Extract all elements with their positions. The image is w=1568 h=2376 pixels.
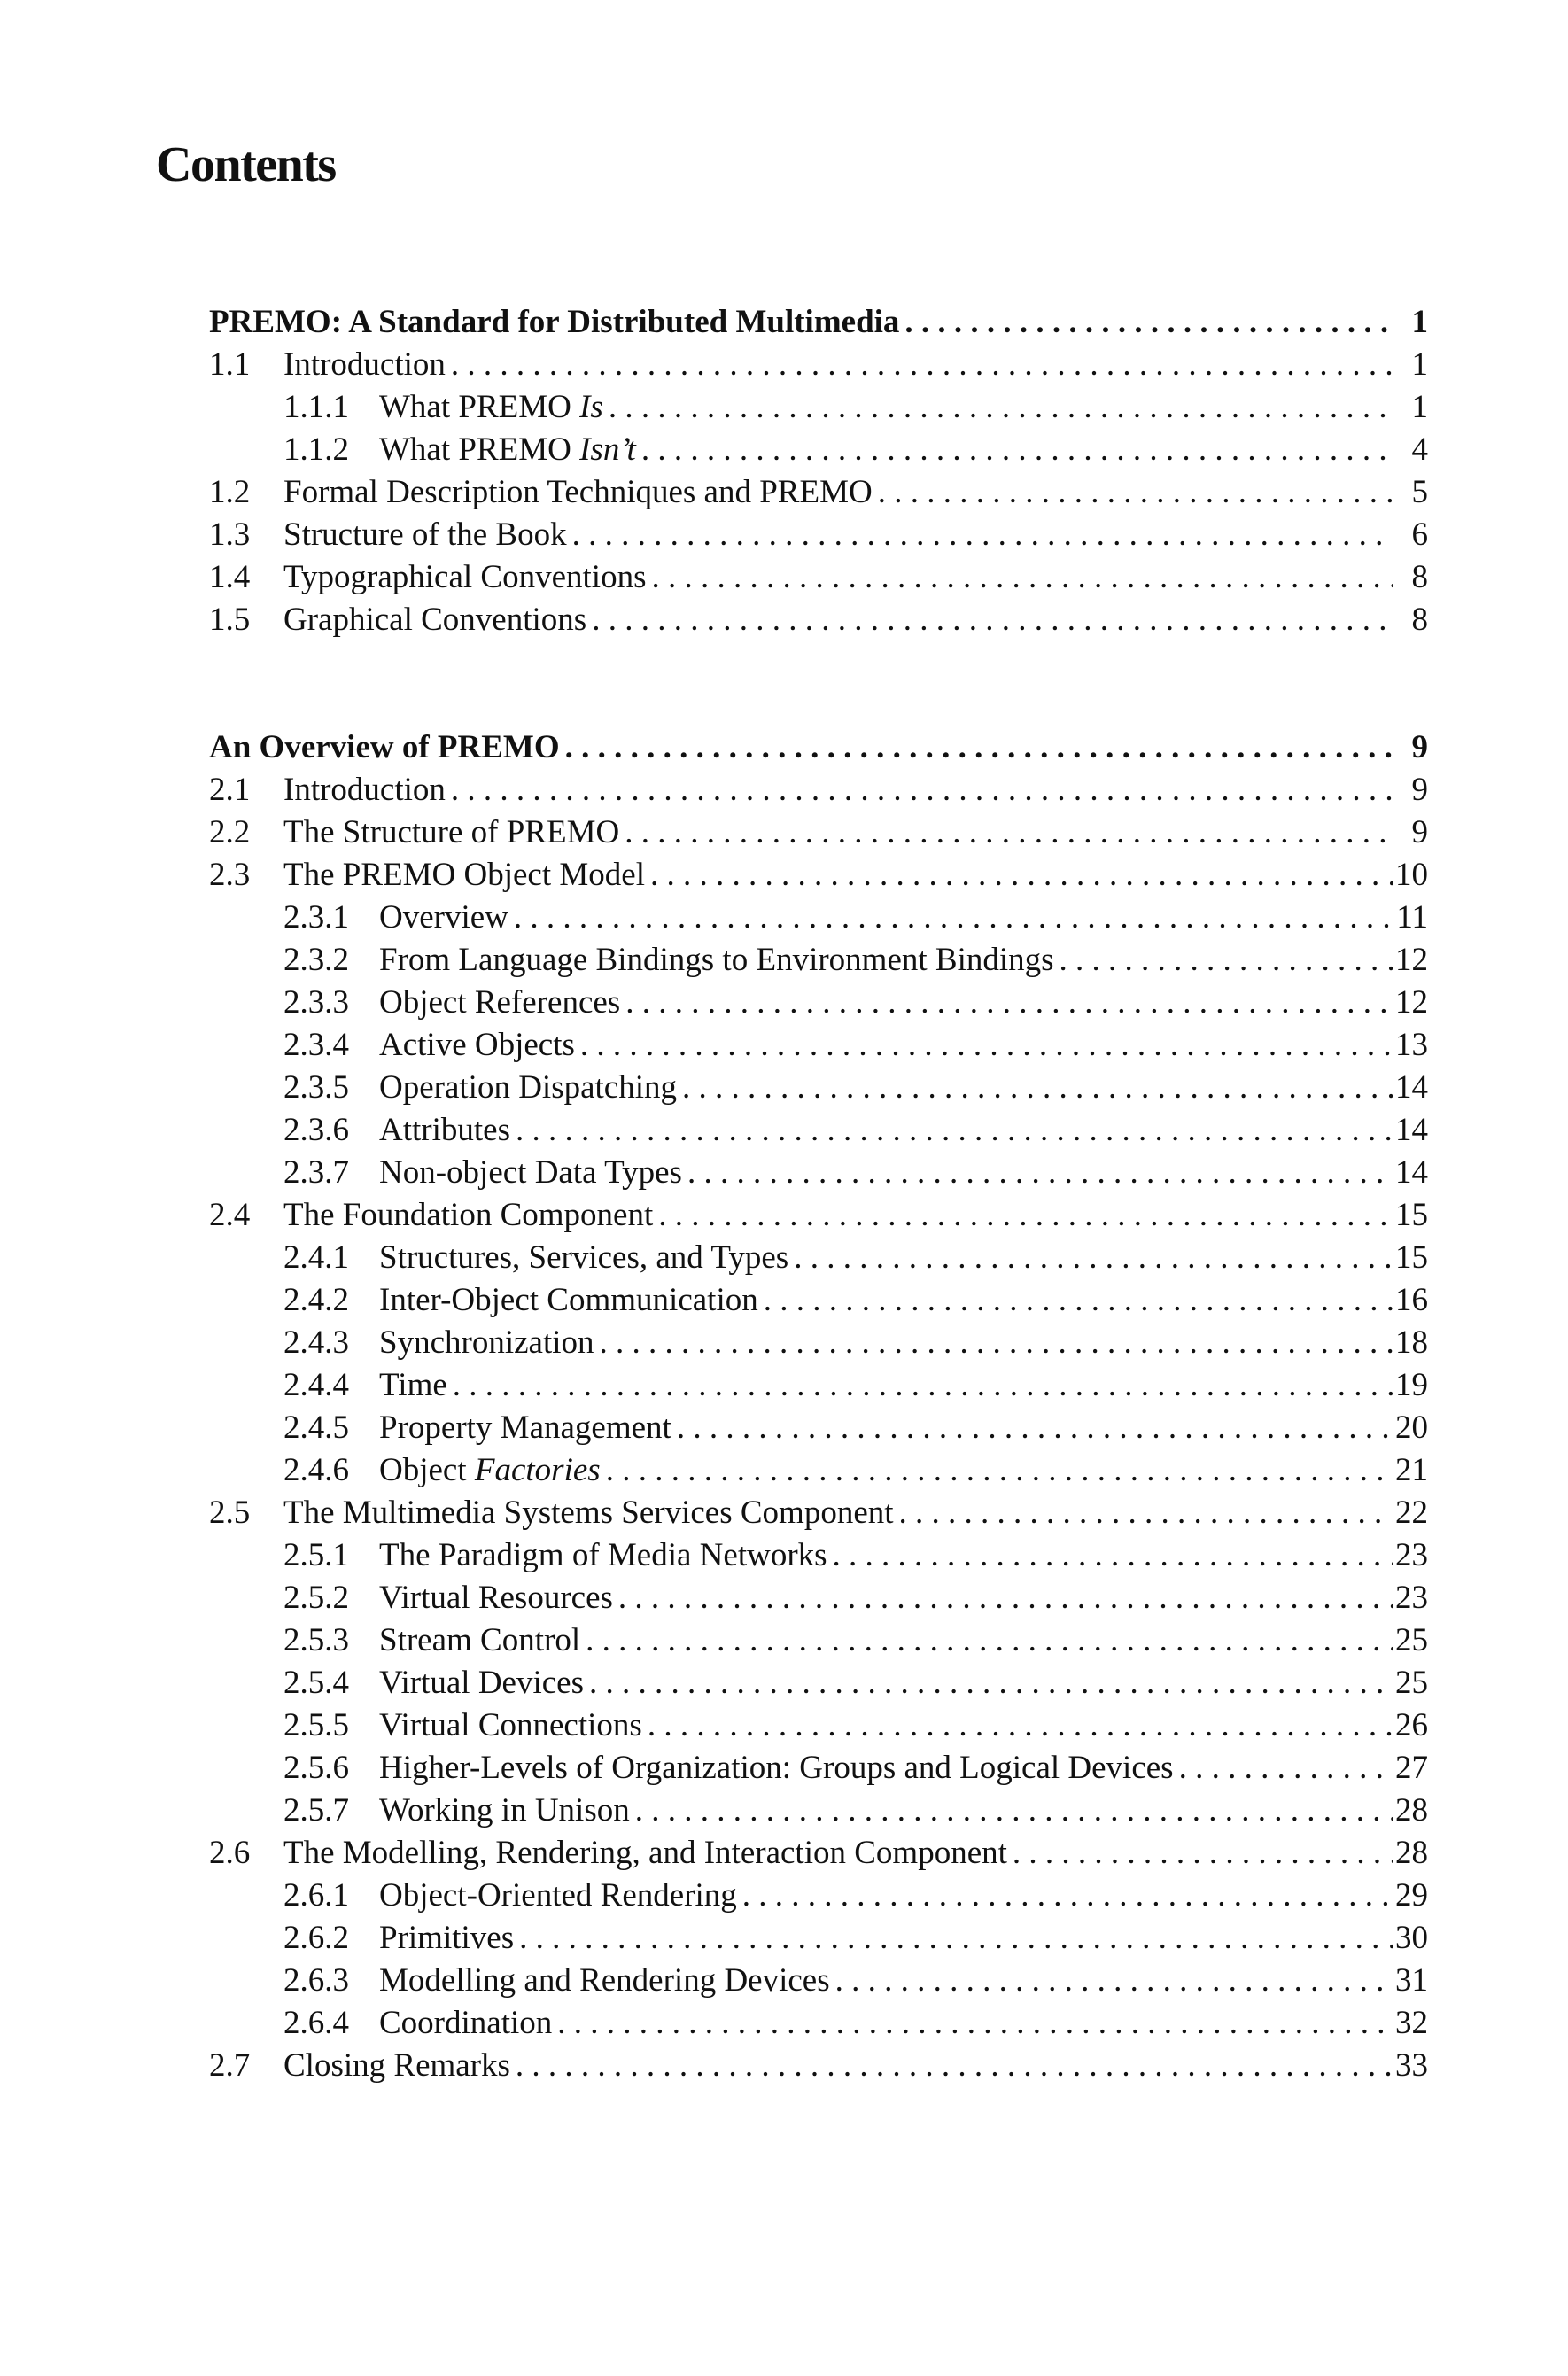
section-title	[379, 386, 603, 429]
section-number: 1.1.1	[283, 389, 349, 425]
section-title-text: Working in Unison	[379, 1792, 630, 1829]
section-title	[379, 1747, 1174, 1790]
section-title-text: The PREMO Object Model	[283, 857, 645, 893]
toc-section-entry[interactable]	[209, 1832, 1428, 1875]
dot-leader	[447, 1364, 1393, 1407]
section-number: 2.4.1	[283, 1239, 349, 1276]
section-title-text: The Modelling, Rendering, and Interaction Component	[283, 1835, 1007, 1871]
dot-leader	[446, 769, 1393, 811]
section-title-text: Virtual Resources	[379, 1580, 613, 1616]
toc-subsection-entry[interactable]	[209, 1875, 1428, 1917]
toc-section-entry[interactable]	[209, 2045, 1428, 2087]
section-title-text: Time	[379, 1367, 447, 1403]
toc-subsection-entry[interactable]	[209, 1960, 1428, 2002]
page-number: 30	[1395, 1920, 1428, 1956]
dot-leader	[645, 854, 1393, 897]
dot-leader	[1174, 1747, 1393, 1790]
dot-leader	[636, 429, 1393, 471]
page-number: 9	[1411, 729, 1428, 765]
section-title-text: The Structure of PREMO	[283, 814, 620, 850]
section-title	[379, 1960, 830, 2002]
section-number: 2.6	[209, 1835, 251, 1871]
section-title	[283, 811, 619, 854]
section-title-text: Graphical Conventions	[283, 602, 587, 638]
section-number: 2.4	[209, 1197, 251, 1233]
toc-subsection-entry[interactable]	[209, 1237, 1428, 1279]
page-number: 12	[1395, 984, 1428, 1021]
dot-leader	[1054, 939, 1393, 982]
page-number: 33	[1395, 2047, 1428, 2084]
section-title-text: Modelling and Rendering Devices	[379, 1962, 830, 1999]
section-title-text: Stream Control	[379, 1622, 581, 1658]
dot-leader	[642, 1704, 1393, 1747]
section-number: 2.2	[209, 814, 251, 850]
page-number: 15	[1395, 1239, 1428, 1276]
page-number: 1	[1411, 389, 1428, 425]
dot-leader	[758, 1279, 1393, 1322]
toc-subsection-entry[interactable]	[209, 2002, 1428, 2045]
dot-leader	[894, 1492, 1393, 1534]
section-number: 2.7	[209, 2047, 251, 2084]
section-title-text: Property Management	[379, 1409, 671, 1446]
section-title	[379, 1109, 510, 1152]
toc-section-entry[interactable]	[209, 1492, 1428, 1534]
section-title-text: Object-Oriented Rendering	[379, 1877, 737, 1914]
dot-leader	[584, 1662, 1393, 1704]
section-title	[379, 1322, 594, 1364]
section-title-text: Typographical Conventions	[283, 559, 647, 595]
section-number: 2.4.2	[283, 1282, 349, 1318]
section-title-text: The Paradigm of Media Networks	[379, 1537, 827, 1573]
section-number: 1.5	[209, 602, 251, 638]
section-title	[379, 1917, 514, 1960]
section-title	[283, 2045, 510, 2087]
section-number: 2.5.2	[283, 1580, 349, 1616]
toc-section-entry[interactable]	[209, 599, 1428, 641]
dot-leader	[620, 982, 1393, 1024]
section-number: 2.5.4	[283, 1665, 349, 1701]
page-number: 13	[1395, 1027, 1428, 1063]
section-title-text: Introduction	[283, 346, 446, 383]
dot-leader	[603, 386, 1393, 429]
dot-leader	[653, 1194, 1393, 1237]
page-number: 4	[1411, 431, 1428, 468]
section-title-text: Coordination	[379, 2005, 553, 2041]
section-number: 2.5.3	[283, 1622, 349, 1658]
dot-leader	[586, 599, 1393, 641]
section-title	[379, 1067, 677, 1109]
page-number: 9	[1411, 814, 1428, 850]
section-title	[283, 344, 446, 386]
section-number: 2.6.3	[283, 1962, 349, 1999]
toc-subsection-entry[interactable]	[209, 1407, 1428, 1449]
section-number: 1.2	[209, 474, 251, 510]
section-title	[283, 854, 645, 897]
page-number: 8	[1411, 559, 1428, 595]
section-title-text: What PREMO	[379, 431, 580, 468]
section-number: 2.3.5	[283, 1069, 349, 1106]
dot-leader	[788, 1237, 1393, 1279]
toc-subsection-entry[interactable]	[209, 1364, 1428, 1407]
dot-leader	[830, 1960, 1393, 2002]
page-number: 23	[1395, 1580, 1428, 1616]
section-number: 2.4.5	[283, 1409, 349, 1446]
toc-subsection-entry[interactable]	[209, 1067, 1428, 1109]
dot-leader	[560, 726, 1393, 769]
section-title-text: Overview	[379, 899, 508, 936]
page-number: 14	[1395, 1154, 1428, 1191]
section-title	[379, 1449, 601, 1492]
dot-leader	[575, 1024, 1393, 1067]
page-number: 21	[1395, 1452, 1428, 1488]
section-title	[379, 982, 620, 1024]
section-title	[283, 471, 873, 514]
dot-leader	[630, 1790, 1393, 1832]
dot-leader	[682, 1152, 1393, 1194]
section-title-text: Synchronization	[379, 1324, 594, 1361]
section-title	[283, 556, 646, 599]
section-title	[283, 514, 567, 556]
section-title-emphasis: Factories	[474, 1452, 601, 1488]
section-title	[379, 1024, 575, 1067]
section-title	[379, 897, 508, 939]
dot-leader	[446, 344, 1393, 386]
section-title-text: Introduction	[283, 772, 446, 808]
section-title	[379, 1875, 737, 1917]
page-number: 14	[1395, 1069, 1428, 1106]
section-title-text: Formal Description Techniques and PREMO	[283, 474, 873, 510]
page-number: 15	[1395, 1197, 1428, 1233]
toc-section-entry[interactable]	[209, 1194, 1428, 1237]
section-number: 2.5.6	[283, 1750, 349, 1786]
page-title: Contents	[156, 137, 336, 192]
chapter-title: An Overview of PREMO	[209, 729, 560, 765]
section-title	[379, 1534, 827, 1577]
section-title	[379, 2002, 552, 2045]
section-title-text: Virtual Devices	[379, 1665, 584, 1701]
page-number: 28	[1395, 1835, 1428, 1871]
toc-subsection-entry[interactable]	[209, 1279, 1428, 1322]
section-title-text: Object	[379, 1452, 475, 1488]
page-number: 26	[1395, 1707, 1428, 1743]
page-number: 12	[1395, 942, 1428, 978]
section-title	[379, 1279, 758, 1322]
toc-section-entry[interactable]	[209, 556, 1428, 599]
section-number: 2.5	[209, 1495, 251, 1531]
section-number: 2.4.3	[283, 1324, 349, 1361]
section-title-text: The Foundation Component	[283, 1197, 654, 1233]
section-number: 2.5.7	[283, 1792, 349, 1829]
page-number: 29	[1395, 1877, 1428, 1914]
section-title-text: Primitives	[379, 1920, 515, 1956]
section-title-text: From Language Bindings to Environment Bindings	[379, 942, 1054, 978]
section-title-text: Structures, Services, and Types	[379, 1239, 789, 1276]
section-title-text: Object References	[379, 984, 621, 1021]
page-number: 25	[1395, 1665, 1428, 1701]
section-title-text: Non-object Data Types	[379, 1154, 682, 1191]
section-number: 2.3	[209, 857, 251, 893]
page-number: 10	[1395, 857, 1428, 893]
section-number: 1.4	[209, 559, 251, 595]
section-number: 2.6.4	[283, 2005, 349, 2041]
section-number: 1.1	[209, 346, 251, 383]
dot-leader	[514, 1917, 1393, 1960]
dot-leader	[567, 514, 1393, 556]
dot-leader	[646, 556, 1393, 599]
toc-subsection-entry[interactable]	[209, 1024, 1428, 1067]
toc-subsection-entry[interactable]	[209, 982, 1428, 1024]
section-title	[283, 769, 446, 811]
page-number: 28	[1395, 1792, 1428, 1829]
section-title	[283, 1492, 894, 1534]
toc-subsection-entry[interactable]	[209, 1619, 1428, 1662]
section-number: 2.3.3	[283, 984, 349, 1021]
chapter-gap	[209, 641, 1428, 726]
dot-leader	[619, 811, 1393, 854]
section-number: 2.3.1	[283, 899, 349, 936]
dot-leader	[594, 1322, 1393, 1364]
dot-leader	[671, 1407, 1393, 1449]
dot-leader	[1007, 1832, 1393, 1875]
toc-section-entry[interactable]	[209, 811, 1428, 854]
toc-section-entry[interactable]	[209, 344, 1428, 386]
toc-subsection-entry[interactable]	[209, 1152, 1428, 1194]
dot-leader	[510, 2045, 1393, 2087]
page-number: 5	[1411, 474, 1428, 510]
table-of-contents	[209, 301, 1428, 2087]
section-number: 2.4.4	[283, 1367, 349, 1403]
section-title-text: Closing Remarks	[283, 2047, 510, 2084]
toc-subsection-entry[interactable]	[209, 1109, 1428, 1152]
toc-section-entry[interactable]	[209, 514, 1428, 556]
page-number: 25	[1395, 1622, 1428, 1658]
page-number: 9	[1411, 772, 1428, 808]
toc-subsection-entry[interactable]	[209, 386, 1428, 429]
section-title	[379, 1662, 584, 1704]
section-title-text: What PREMO	[379, 389, 580, 425]
section-number: 2.3.7	[283, 1154, 349, 1191]
section-title	[379, 1237, 788, 1279]
page-number: 27	[1395, 1750, 1428, 1786]
toc-subsection-entry[interactable]	[209, 1577, 1428, 1619]
page-number: 1	[1411, 304, 1428, 340]
toc-section-entry[interactable]	[209, 471, 1428, 514]
page-number: 1	[1411, 346, 1428, 383]
section-title-text: Attributes	[379, 1112, 510, 1148]
section-number: 2.5.1	[283, 1537, 349, 1573]
toc-subsection-entry[interactable]	[209, 1704, 1428, 1747]
section-title	[283, 1194, 653, 1237]
section-title	[379, 1790, 630, 1832]
dot-leader	[873, 471, 1393, 514]
section-title-text: Inter-Object Communication	[379, 1282, 758, 1318]
section-title	[379, 1619, 580, 1662]
dot-leader	[552, 2002, 1393, 2045]
toc-section-entry[interactable]	[209, 769, 1428, 811]
section-number: 2.4.6	[283, 1452, 349, 1488]
toc-subsection-entry[interactable]	[209, 1534, 1428, 1577]
section-number: 2.6.2	[283, 1920, 349, 1956]
dot-leader	[737, 1875, 1393, 1917]
section-number: 1.1.2	[283, 431, 349, 468]
dot-leader	[508, 897, 1393, 939]
dot-leader	[677, 1067, 1393, 1109]
section-title-emphasis: Isn’t	[579, 431, 636, 468]
toc-subsection-entry[interactable]	[209, 1917, 1428, 1960]
page-number: 22	[1395, 1495, 1428, 1531]
toc-chapter-entry[interactable]	[209, 726, 1428, 769]
dot-leader	[601, 1449, 1393, 1492]
section-title-text: Virtual Connections	[379, 1707, 642, 1743]
dot-leader	[899, 301, 1393, 344]
dot-leader	[613, 1577, 1393, 1619]
page-number: 18	[1395, 1324, 1428, 1361]
dot-leader	[827, 1534, 1393, 1577]
toc-subsection-entry[interactable]	[209, 1449, 1428, 1492]
section-number: 2.3.6	[283, 1112, 349, 1148]
page-number: 20	[1395, 1409, 1428, 1446]
section-title	[379, 1577, 613, 1619]
section-number: 1.3	[209, 516, 251, 553]
section-title-text: Operation Dispatching	[379, 1069, 677, 1106]
page-number: 19	[1395, 1367, 1428, 1403]
toc-subsection-entry[interactable]	[209, 939, 1428, 982]
section-title	[379, 1704, 642, 1747]
toc-subsection-entry[interactable]	[209, 1662, 1428, 1704]
page-number: 14	[1395, 1112, 1428, 1148]
section-title-text: Higher-Levels of Organization: Groups and Logical Devices	[379, 1750, 1174, 1786]
section-number: 2.3.2	[283, 942, 349, 978]
toc-chapter-entry[interactable]	[209, 301, 1428, 344]
section-number: 2.6.1	[283, 1877, 349, 1914]
section-title	[379, 1364, 447, 1407]
section-number: 2.1	[209, 772, 251, 808]
section-title	[283, 599, 586, 641]
section-title-text: Structure of the Book	[283, 516, 567, 553]
toc-subsection-entry[interactable]	[209, 897, 1428, 939]
chapter-title: PREMO: A Standard for Distributed Multimedia	[209, 304, 900, 340]
section-title-text: Active Objects	[379, 1027, 575, 1063]
section-number: 2.3.4	[283, 1027, 349, 1063]
page-number: 16	[1395, 1282, 1428, 1318]
section-title	[283, 1832, 1007, 1875]
page-number: 31	[1395, 1962, 1428, 1999]
section-title	[379, 1407, 671, 1449]
section-title	[379, 1152, 682, 1194]
toc-subsection-entry[interactable]	[209, 1322, 1428, 1364]
section-title-text: The Multimedia Systems Services Component	[283, 1495, 894, 1531]
section-title-emphasis: Is	[579, 389, 603, 425]
dot-leader	[510, 1109, 1393, 1152]
page-number: 23	[1395, 1537, 1428, 1573]
page-number: 6	[1411, 516, 1428, 553]
toc-subsection-entry[interactable]	[209, 1790, 1428, 1832]
toc-section-entry[interactable]	[209, 854, 1428, 897]
toc-subsection-entry[interactable]	[209, 429, 1428, 471]
dot-leader	[580, 1619, 1393, 1662]
page-number: 32	[1395, 2005, 1428, 2041]
page-number: 11	[1396, 899, 1428, 936]
section-title	[379, 939, 1054, 982]
toc-subsection-entry[interactable]	[209, 1747, 1428, 1790]
page-number: 8	[1411, 602, 1428, 638]
section-title	[379, 429, 636, 471]
section-number: 2.5.5	[283, 1707, 349, 1743]
